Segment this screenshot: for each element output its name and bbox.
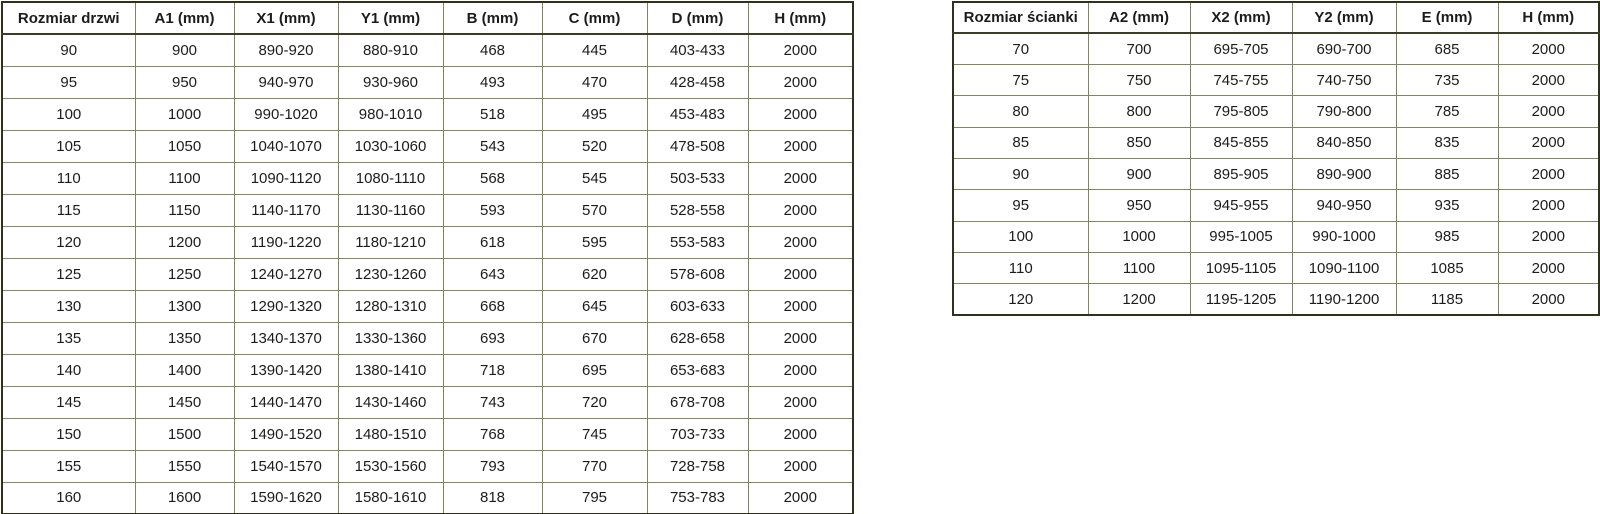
table-row [2,162,853,194]
table-row [953,127,1599,158]
table-cell: 2000 [748,162,853,194]
table-cell: 2000 [1498,96,1599,127]
table-row [953,33,1599,64]
table-cell: 2000 [1498,65,1599,96]
table-row [2,322,853,354]
table-cell: 70 [953,33,1088,64]
table-cell: 1350 [135,322,234,354]
table-cell: 493 [443,66,542,98]
table-cell: 2000 [1498,252,1599,283]
table-cell: 940-970 [234,66,338,98]
table-cell: 140 [2,354,135,386]
table-cell: 1340-1370 [234,322,338,354]
table-cell: 885 [1396,158,1498,189]
table-cell: 745-755 [1190,65,1292,96]
table-cell: 1190-1220 [234,226,338,258]
table-cell: 653-683 [647,354,748,386]
table-cell: 553-583 [647,226,748,258]
table-cell: 578-608 [647,258,748,290]
table-cell: 1440-1470 [234,386,338,418]
table-cell: 895-905 [1190,158,1292,189]
table-row [953,158,1599,189]
table-cell: 940-950 [1292,190,1396,221]
table-row [2,34,853,66]
table-cell: 1150 [135,194,234,226]
table-cell: 720 [542,386,647,418]
table-cell: 445 [542,34,647,66]
table-cell: 620 [542,258,647,290]
table-cell: 700 [1088,33,1190,64]
table-row [2,98,853,130]
table-cell: 1130-1160 [338,194,443,226]
table-cell: 995-1005 [1190,221,1292,252]
table-cell: 740-750 [1292,65,1396,96]
table-cell: 1095-1105 [1190,252,1292,283]
table-cell: 2000 [748,194,853,226]
column-header: Y1 (mm) [338,2,443,34]
table-cell: 1085 [1396,252,1498,283]
table-cell: 568 [443,162,542,194]
table-cell: 528-558 [647,194,748,226]
table-cell: 2000 [748,482,853,514]
table-cell: 990-1000 [1292,221,1396,252]
table-cell: 930-960 [338,66,443,98]
table-row [2,258,853,290]
table-cell: 1390-1420 [234,354,338,386]
table-cell: 90 [953,158,1088,189]
table-cell: 1290-1320 [234,290,338,322]
table-cell: 518 [443,98,542,130]
table-row [2,354,853,386]
table-cell: 795-805 [1190,96,1292,127]
table-cell: 643 [443,258,542,290]
table-cell: 1550 [135,450,234,482]
table-row [2,418,853,450]
table-cell: 950 [135,66,234,98]
table-cell: 770 [542,450,647,482]
table-row [2,194,853,226]
table-cell: 160 [2,482,135,514]
table-cell: 2000 [1498,221,1599,252]
table-cell: 468 [443,34,542,66]
table-cell: 2000 [748,98,853,130]
table-cell: 1450 [135,386,234,418]
header-row [2,2,853,34]
table-cell: 110 [2,162,135,194]
table-cell: 2000 [1498,284,1599,315]
table-cell: 100 [953,221,1088,252]
table-cell: 668 [443,290,542,322]
column-header: H (mm) [748,2,853,34]
table-cell: 753-783 [647,482,748,514]
table-cell: 120 [2,226,135,258]
table-cell: 1230-1260 [338,258,443,290]
table-cell: 793 [443,450,542,482]
table-cell: 980-1010 [338,98,443,130]
table-cell: 1100 [135,162,234,194]
table-cell: 750 [1088,65,1190,96]
table-cell: 1200 [1088,284,1190,315]
table-cell: 1100 [1088,252,1190,283]
table-cell: 768 [443,418,542,450]
table-cell: 570 [542,194,647,226]
table-cell: 1500 [135,418,234,450]
table-cell: 1540-1570 [234,450,338,482]
table-cell: 1030-1060 [338,130,443,162]
table-cell: 75 [953,65,1088,96]
column-header: C (mm) [542,2,647,34]
table-cell: 1240-1270 [234,258,338,290]
table-cell: 1430-1460 [338,386,443,418]
table-cell: 728-758 [647,450,748,482]
table-cell: 155 [2,450,135,482]
table-cell: 130 [2,290,135,322]
table-cell: 1490-1520 [234,418,338,450]
table-cell: 745 [542,418,647,450]
table-row [953,65,1599,96]
table-cell: 120 [953,284,1088,315]
table-cell: 690-700 [1292,33,1396,64]
table-cell: 845-855 [1190,127,1292,158]
table-cell: 80 [953,96,1088,127]
table-cell: 1050 [135,130,234,162]
table-cell: 95 [2,66,135,98]
table-cell: 453-483 [647,98,748,130]
table-cell: 703-733 [647,418,748,450]
table-cell: 90 [2,34,135,66]
table-cell: 150 [2,418,135,450]
table-cell: 1080-1110 [338,162,443,194]
table-cell: 1330-1360 [338,322,443,354]
table-cell: 1180-1210 [338,226,443,258]
table-cell: 2000 [1498,127,1599,158]
table-cell: 495 [542,98,647,130]
table-cell: 595 [542,226,647,258]
table-cell: 890-920 [234,34,338,66]
table-cell: 618 [443,226,542,258]
table-cell: 2000 [748,386,853,418]
table-row [953,96,1599,127]
table-cell: 2000 [748,322,853,354]
table-cell: 1090-1120 [234,162,338,194]
table-cell: 735 [1396,65,1498,96]
table-cell: 1185 [1396,284,1498,315]
table-cell: 1600 [135,482,234,514]
table-cell: 478-508 [647,130,748,162]
table-cell: 145 [2,386,135,418]
table-cell: 2000 [748,354,853,386]
table-cell: 428-458 [647,66,748,98]
table-cell: 695 [542,354,647,386]
table-cell: 1140-1170 [234,194,338,226]
table-cell: 105 [2,130,135,162]
table-row [2,450,853,482]
table-cell: 1480-1510 [338,418,443,450]
table-cell: 645 [542,290,647,322]
wall-size-table [952,1,1600,316]
table-cell: 2000 [748,290,853,322]
table-row [2,66,853,98]
column-header: A2 (mm) [1088,2,1190,33]
table-cell: 900 [135,34,234,66]
header-row [953,2,1599,33]
table-cell: 795 [542,482,647,514]
column-header: E (mm) [1396,2,1498,33]
table-cell: 1580-1610 [338,482,443,514]
column-header: Y2 (mm) [1292,2,1396,33]
table-cell: 945-955 [1190,190,1292,221]
column-header: A1 (mm) [135,2,234,34]
table-cell: 545 [542,162,647,194]
column-header: Rozmiar ścianki [953,2,1088,33]
table-cell: 1200 [135,226,234,258]
table-cell: 2000 [748,66,853,98]
table-cell: 985 [1396,221,1498,252]
table-cell: 1250 [135,258,234,290]
table-cell: 685 [1396,33,1498,64]
table-row [2,226,853,258]
column-header: H (mm) [1498,2,1599,33]
column-header: X2 (mm) [1190,2,1292,33]
table-cell: 2000 [748,418,853,450]
table-row [953,190,1599,221]
table-cell: 818 [443,482,542,514]
table-cell: 95 [953,190,1088,221]
table-row [2,290,853,322]
table-row [953,221,1599,252]
table-cell: 950 [1088,190,1190,221]
table-cell: 1090-1100 [1292,252,1396,283]
table-cell: 1190-1200 [1292,284,1396,315]
table-cell: 110 [953,252,1088,283]
table-cell: 2000 [748,258,853,290]
column-header: D (mm) [647,2,748,34]
table-cell: 2000 [1498,33,1599,64]
table-row [953,284,1599,315]
column-header: X1 (mm) [234,2,338,34]
table-cell: 990-1020 [234,98,338,130]
table-cell: 1590-1620 [234,482,338,514]
door-size-table [1,1,854,514]
table-cell: 695-705 [1190,33,1292,64]
table-cell: 603-633 [647,290,748,322]
table-cell: 1400 [135,354,234,386]
table-cell: 2000 [1498,158,1599,189]
table-row [2,130,853,162]
table-cell: 800 [1088,96,1190,127]
table-cell: 850 [1088,127,1190,158]
table-row [2,386,853,418]
table-cell: 785 [1396,96,1498,127]
table-cell: 670 [542,322,647,354]
table-cell: 935 [1396,190,1498,221]
table-cell: 1000 [135,98,234,130]
table-cell: 115 [2,194,135,226]
table-cell: 1195-1205 [1190,284,1292,315]
table-cell: 2000 [748,226,853,258]
table-row [2,482,853,514]
table-cell: 85 [953,127,1088,158]
table-cell: 100 [2,98,135,130]
table-cell: 790-800 [1292,96,1396,127]
table-cell: 125 [2,258,135,290]
table-cell: 1000 [1088,221,1190,252]
table-cell: 520 [542,130,647,162]
table-cell: 678-708 [647,386,748,418]
table-row [953,252,1599,283]
table-cell: 470 [542,66,647,98]
table-cell: 2000 [748,450,853,482]
table-cell: 1300 [135,290,234,322]
table-cell: 2000 [748,130,853,162]
table-cell: 900 [1088,158,1190,189]
table-cell: 718 [443,354,542,386]
table-cell: 628-658 [647,322,748,354]
table-cell: 2000 [748,34,853,66]
table-cell: 593 [443,194,542,226]
table-cell: 835 [1396,127,1498,158]
table-cell: 2000 [1498,190,1599,221]
table-cell: 1380-1410 [338,354,443,386]
table-cell: 840-850 [1292,127,1396,158]
table-cell: 743 [443,386,542,418]
table-cell: 693 [443,322,542,354]
table-cell: 503-533 [647,162,748,194]
table-cell: 543 [443,130,542,162]
column-header: B (mm) [443,2,542,34]
table-cell: 135 [2,322,135,354]
table-cell: 1280-1310 [338,290,443,322]
table-cell: 890-900 [1292,158,1396,189]
table-cell: 880-910 [338,34,443,66]
table-cell: 1040-1070 [234,130,338,162]
table-cell: 1530-1560 [338,450,443,482]
column-header: Rozmiar drzwi [2,2,135,34]
table-cell: 403-433 [647,34,748,66]
